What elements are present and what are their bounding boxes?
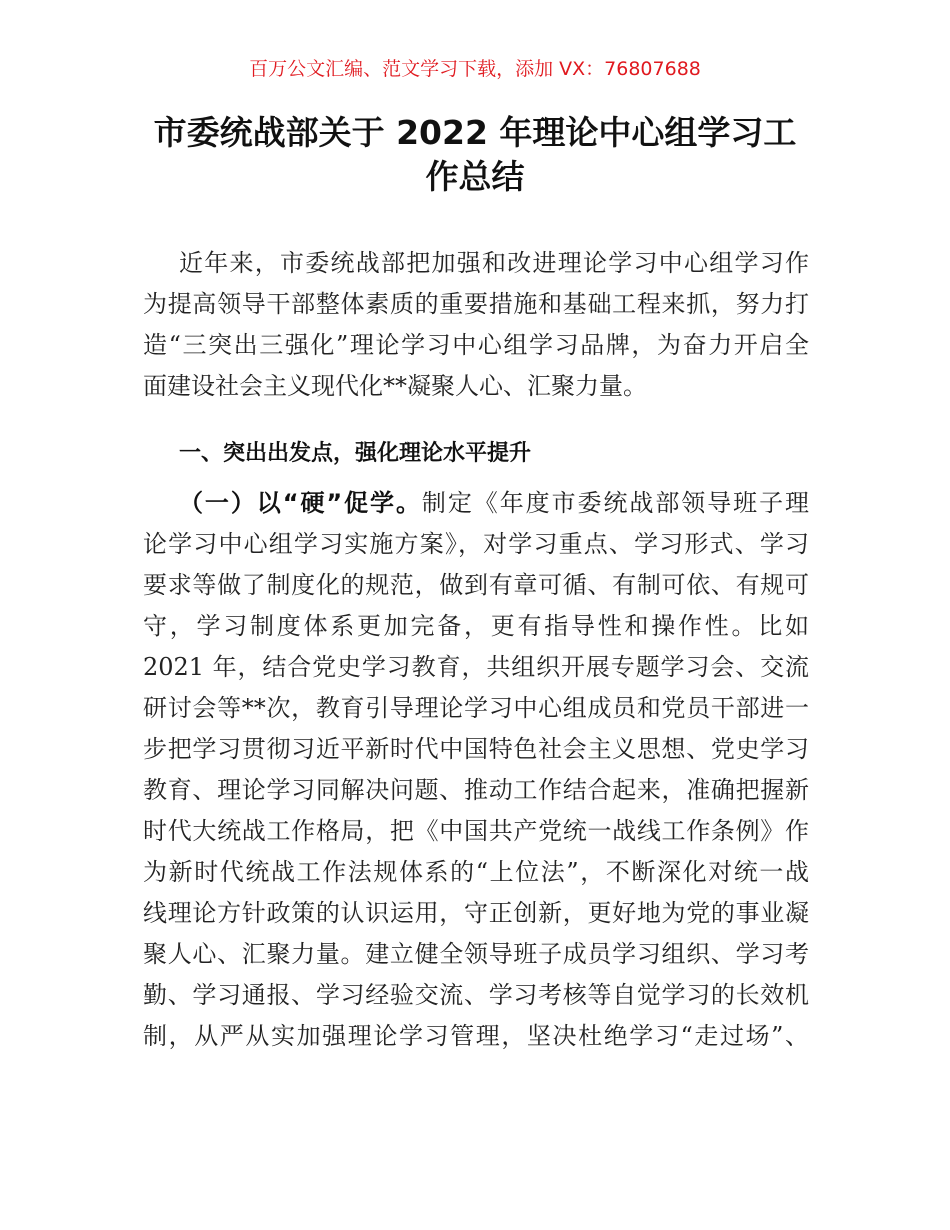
paragraph-line: 时代大统战工作格局，把《中国共产党统一战线工作条例》作 — [143, 817, 809, 845]
subsection-first-line-text: 制定《年度市委统战部领导班子理 — [421, 489, 810, 517]
paragraph-line: 研讨会等**次，教育引导理论学习中心组成员和党员干部进一 — [143, 694, 809, 722]
paragraph-line: 步把学习贯彻习近平新时代中国特色社会主义思想、党史学习 — [143, 735, 809, 763]
document-title-line-1: 市委统战部关于 2022 年理论中心组学习工 — [153, 113, 797, 152]
paragraph-line: 制，从严从实加强理论学习管理，坚决杜绝学习“走过场”、 — [143, 1022, 809, 1050]
section-heading-1: 一、突出出发点，强化理论水平提升 — [179, 441, 532, 466]
paragraph-line: 要求等做了制度化的规范，做到有章可循、有制可依、有规可 — [143, 571, 809, 599]
subsection-first-line — [179, 486, 809, 520]
paragraph-line: 勤、学习通报、学习经验交流、学习考核等自觉学习的长效机 — [143, 981, 809, 1009]
paragraph-line: 聚人心、汇聚力量。建立健全领导班子成员学习组织、学习考 — [143, 940, 809, 968]
paragraph-line: 为新时代统战工作法规体系的“上位法”，不断深化对统一战 — [143, 858, 809, 886]
intro-paragraph-line: 近年来，市委统战部把加强和改进理论学习中心组学习作 — [179, 249, 809, 277]
paragraph-line: 2021 年，结合党史学习教育，共组织开展专题学习会、交流 — [143, 653, 809, 681]
watermark-banner: 百万公文汇编、范文学习下载，添加 VX：76807688 — [249, 58, 701, 80]
subsection-lead: （一）以“硬”促学。 — [179, 489, 422, 517]
document-title-line-2: 作总结 — [425, 157, 525, 196]
paragraph-line: 论学习中心组学习实施方案》，对学习重点、学习形式、学习 — [143, 530, 809, 558]
intro-paragraph-line: 为提高领导干部整体素质的重要措施和基础工程来抓，努力打 — [143, 290, 809, 318]
paragraph-line: 守，学习制度体系更加完备，更有指导性和操作性。比如 — [143, 612, 809, 640]
paragraph-line: 线理论方针政策的认识运用，守正创新，更好地为党的事业凝 — [143, 899, 809, 927]
paragraph-line: 教育、理论学习同解决问题、推动工作结合起来，准确把握新 — [143, 776, 809, 804]
intro-paragraph-line: 面建设社会主义现代化**凝聚人心、汇聚力量。 — [143, 372, 647, 400]
intro-paragraph-line: 造“三突出三强化”理论学习中心组学习品牌，为奋力开启全 — [143, 331, 809, 359]
